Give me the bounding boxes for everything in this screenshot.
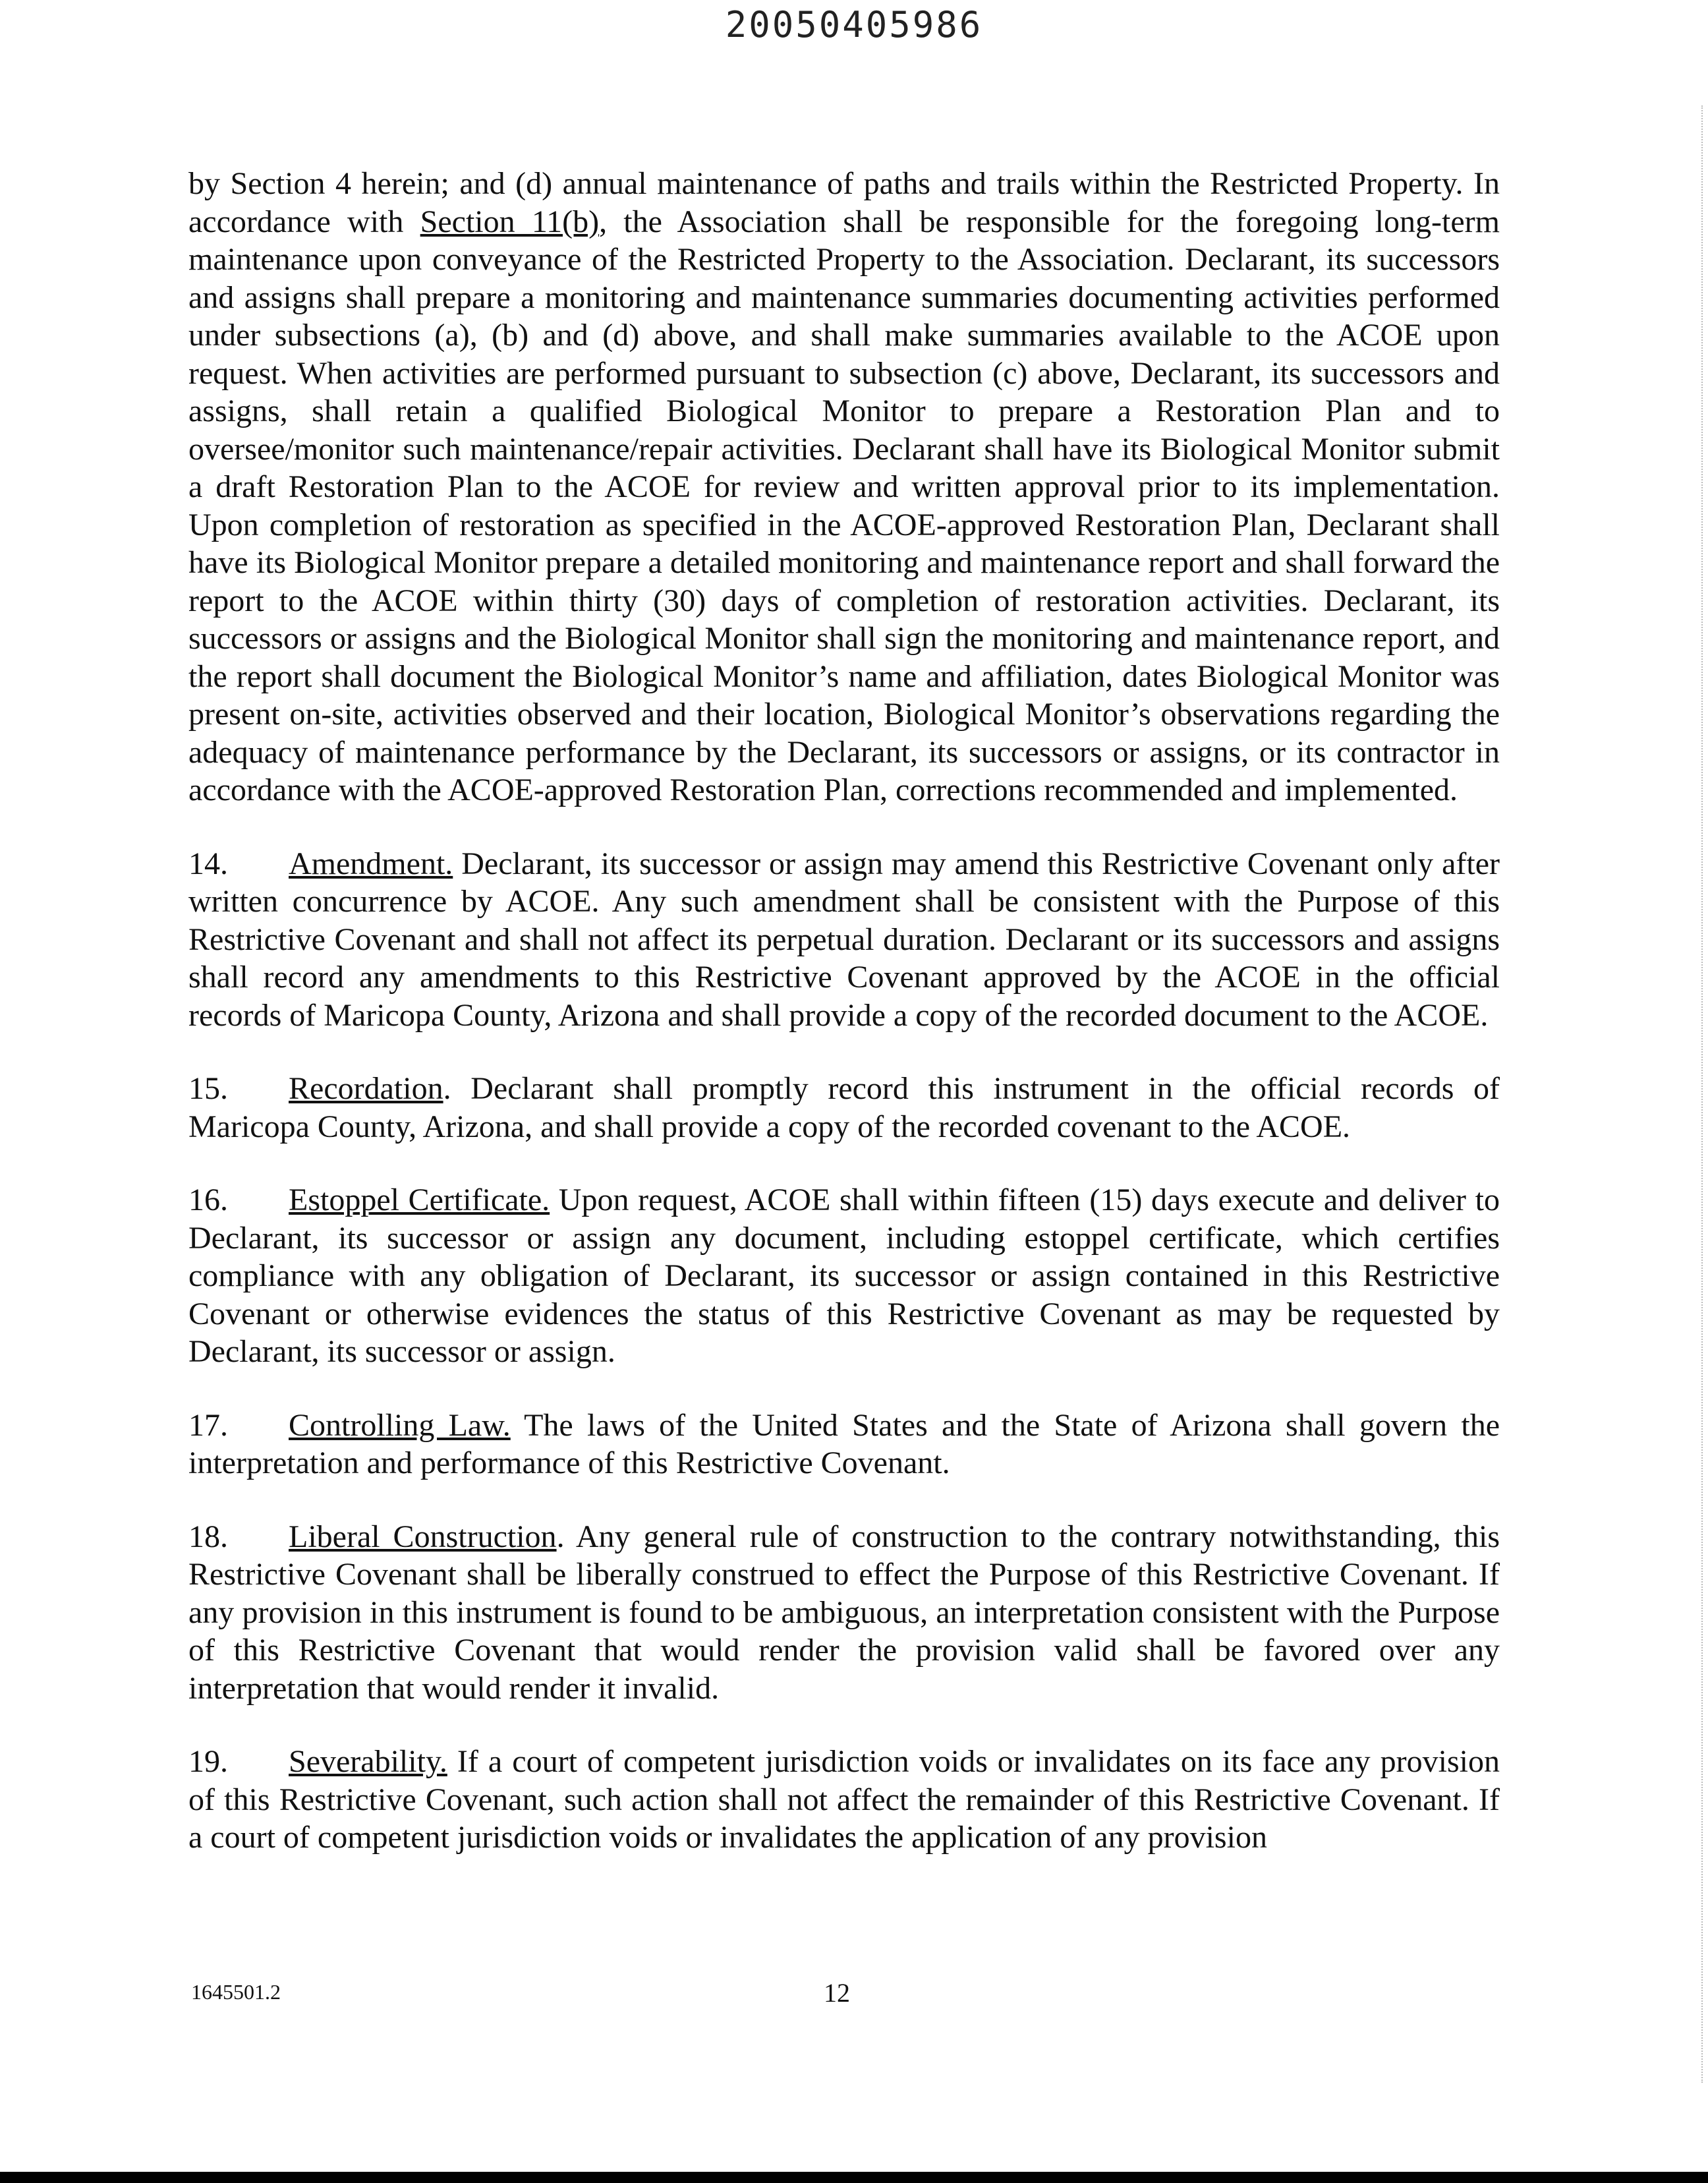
section-heading: Amendment. xyxy=(289,846,453,881)
section-text: Declarant, its successor or assign may amend this Restrictive Covenant only after written concurrence by ACOE. Any such amendment shall be consistent with the Purpose of this Restrictive Covenant and shall not affect its perpetual duration. Declarant or its successors and assigns shall record any amendments to this Restrictive Covenant approved by the ACOE in the official records of Maricopa County, Arizona and shall provide a copy of the recorded document to the ACOE. xyxy=(188,846,1500,1033)
section-text: . Any general rule of construction to the contrary notwithstanding, this Restrictive Covenant shall be liberally construed to effect the Purpose of this Restrictive Covenant. If any provision in this instrument is found to be ambiguous, an interpretation consistent with the Purpose of this Restrictive Covenant that would render the provision valid shall be favored over any interpretation that would render it invalid. xyxy=(188,1519,1500,1706)
scan-edge-artifact xyxy=(1701,105,1704,2083)
section-14 xyxy=(188,845,1500,1035)
section-number: 14. xyxy=(188,846,228,881)
section-number: 18. xyxy=(188,1519,228,1554)
section-heading: Severability. xyxy=(289,1744,447,1779)
section-heading: Estoppel Certificate. xyxy=(289,1182,550,1217)
section-number: 15. xyxy=(188,1071,228,1106)
section-text: . Declarant shall promptly record this instrument in the official records of Maricopa County, Arizona, and shall provide a copy of the recorded covenant to the ACOE. xyxy=(188,1071,1500,1144)
section-18 xyxy=(188,1518,1500,1708)
section-text: The laws of the United States and the State of Arizona shall govern the interpretation and performance of this Restrictive Covenant. xyxy=(188,1407,1500,1480)
section-15 xyxy=(188,1070,1500,1146)
section-heading: Controlling Law. xyxy=(289,1407,511,1443)
section-text: If a court of competent jurisdiction voids or invalidates on its face any provision of this Restrictive Covenant, such action shall not affect the remainder of this Restrictive Covenant. If a court of competent jurisdiction voids or invalidates the application of any provision xyxy=(188,1744,1500,1855)
section-heading: Liberal Construction xyxy=(289,1519,557,1554)
section-heading: Recordation xyxy=(289,1071,443,1106)
paragraph-text: by Section 4 herein; and (d) annual maintenance of paths and trails within the Restricted Property. In accordance with xyxy=(188,166,1500,239)
continued-paragraph xyxy=(188,165,1500,809)
section-17 xyxy=(188,1407,1500,1482)
section-text: Upon request, ACOE shall within fifteen (15) days execute and deliver to Declarant, its successor or assign any document, including estoppel certificate, which certifies compliance with any obligation of Declarant, its successor or assign contained in this Restrictive Covenant or otherwise evidences the status of this Restrictive Covenant as may be requested by Declarant, its successor or assign. xyxy=(188,1182,1500,1369)
paragraph-text: , the Association shall be responsible for the foregoing long-term maintenance upon conveyance of the Restricted Property to the Association. Declarant, its successors and assigns shall prepare a monitoring and maintenance summaries documenting activities performed under subsections (a), (b) and (d) above, and shall make summaries available to the ACOE upon request. When activities are performed pursuant to subsection (c) above, Declarant, its successors and assigns, shall retain a qualified Biological Monitor to prepare a Restoration Plan and to oversee/monitor such maintenance/repair activities. Declarant shall have its Biological Monitor submit a draft Restoration Plan to the ACOE for review and written approval prior to its implementation. Upon completion of restoration as specified in the ACOE-approved Restoration Plan, Declarant shall have its Biological Monitor prepare a detailed monitoring and maintenance report and shall forward the report to the ACOE within thirty (30) days of completion of restoration activities. Declarant, its successors or assigns and the Biological Monitor shall sign the monitoring and maintenance report, and the report shall document the Biological Monitor’s name and affiliation, dates Biological Monitor was present on-site, activities observed and their location, Biological Monitor’s observations regarding the adequacy of maintenance performance by the Declarant, its successors or assigns, or its contractor in accordance with the ACOE-approved Restoration Plan, corrections recommended and implemented. xyxy=(188,204,1500,807)
recording-number: 20050405986 xyxy=(725,4,983,45)
document-body xyxy=(188,165,1500,1857)
page-number: 12 xyxy=(824,1978,850,2008)
section-number: 19. xyxy=(188,1744,228,1779)
section-16 xyxy=(188,1181,1500,1371)
section-number: 17. xyxy=(188,1407,228,1443)
section-reference: Section 11(b) xyxy=(420,204,600,239)
footer-document-id: 1645501.2 xyxy=(191,1980,281,2004)
section-number: 16. xyxy=(188,1182,228,1217)
scan-bottom-border xyxy=(0,2172,1708,2183)
section-19 xyxy=(188,1743,1500,1857)
